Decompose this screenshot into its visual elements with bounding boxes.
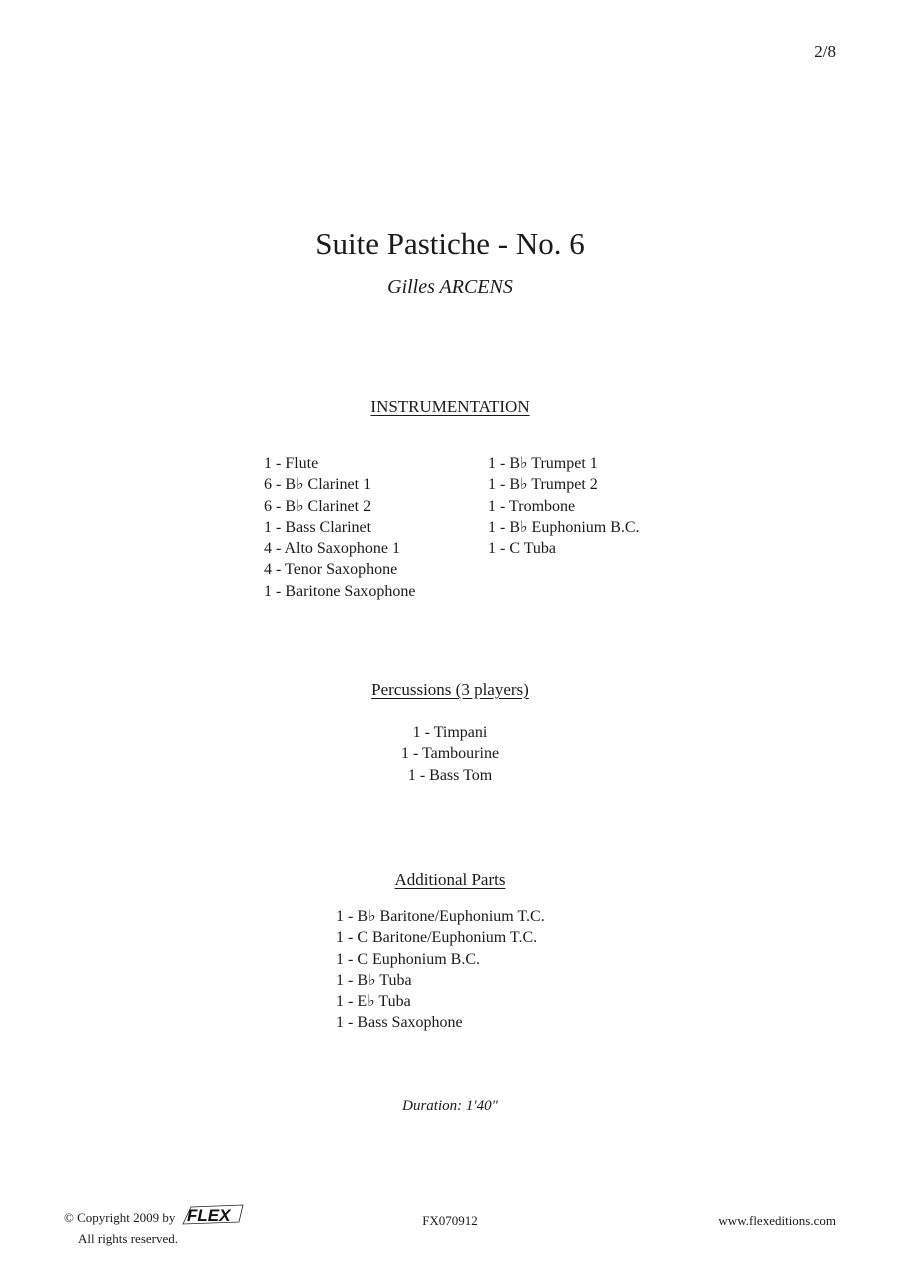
list-item: 1 - C Euphonium B.C.: [336, 950, 481, 968]
percussion-heading: Percussions (3 players): [371, 680, 529, 699]
list-item: 1 - Trombone: [488, 497, 576, 515]
list-item: 1 - E♭ Tuba: [336, 993, 411, 1011]
page-title: Suite Pastiche - No. 6: [315, 226, 585, 261]
list-item: 1 - Bass Clarinet: [264, 518, 372, 536]
list-item: 4 - Tenor Saxophone: [264, 561, 398, 579]
instrumentation-heading: INSTRUMENTATION: [370, 397, 530, 416]
list-item: 4 - Alto Saxophone 1: [264, 540, 400, 558]
additional-parts-heading: Additional Parts: [394, 870, 506, 889]
catalog-number: FX070912: [422, 1213, 478, 1228]
list-item: 1 - Tambourine: [400, 745, 500, 763]
list-item: 1 - B♭ Trumpet 1: [488, 455, 598, 472]
list-item: 1 - Timpani: [412, 724, 488, 741]
rights-text: All rights reserved.: [78, 1231, 179, 1246]
list-item: 1 - Flute: [264, 455, 319, 472]
list-item: 1 - B♭ Trumpet 2: [488, 476, 598, 494]
list-item: 1 - Bass Saxophone: [336, 1014, 463, 1032]
svg-text:FLEX: FLEX: [186, 1206, 231, 1225]
instrument-column-left: [264, 453, 416, 602]
list-item: 1 - B♭ Baritone/Euphonium T.C.: [336, 908, 545, 925]
additional-parts-list: [336, 906, 545, 1034]
list-item: 1 - Baritone Saxophone: [264, 582, 416, 600]
instrument-column-right: [488, 453, 640, 559]
list-item: 6 - B♭ Clarinet 2: [264, 497, 372, 515]
list-item: 1 - Bass Tom: [407, 766, 493, 784]
website-link[interactable]: www.flexeditions.com: [718, 1213, 836, 1228]
composer-name: Gilles ARCENS: [387, 276, 513, 298]
list-item: 1 - C Baritone/Euphonium T.C.: [336, 929, 538, 947]
percussion-list: [0, 722, 900, 786]
list-item: 1 - C Tuba: [488, 540, 557, 558]
page-number: 2/8: [814, 42, 836, 61]
list-item: 1 - B♭ Euphonium B.C.: [488, 518, 640, 536]
copyright-text: © Copyright 2009 by: [64, 1210, 176, 1225]
list-item: 6 - B♭ Clarinet 1: [264, 476, 372, 494]
list-item: 1 - B♭ Tuba: [336, 971, 412, 989]
duration: Duration: 1'40": [402, 1098, 498, 1114]
